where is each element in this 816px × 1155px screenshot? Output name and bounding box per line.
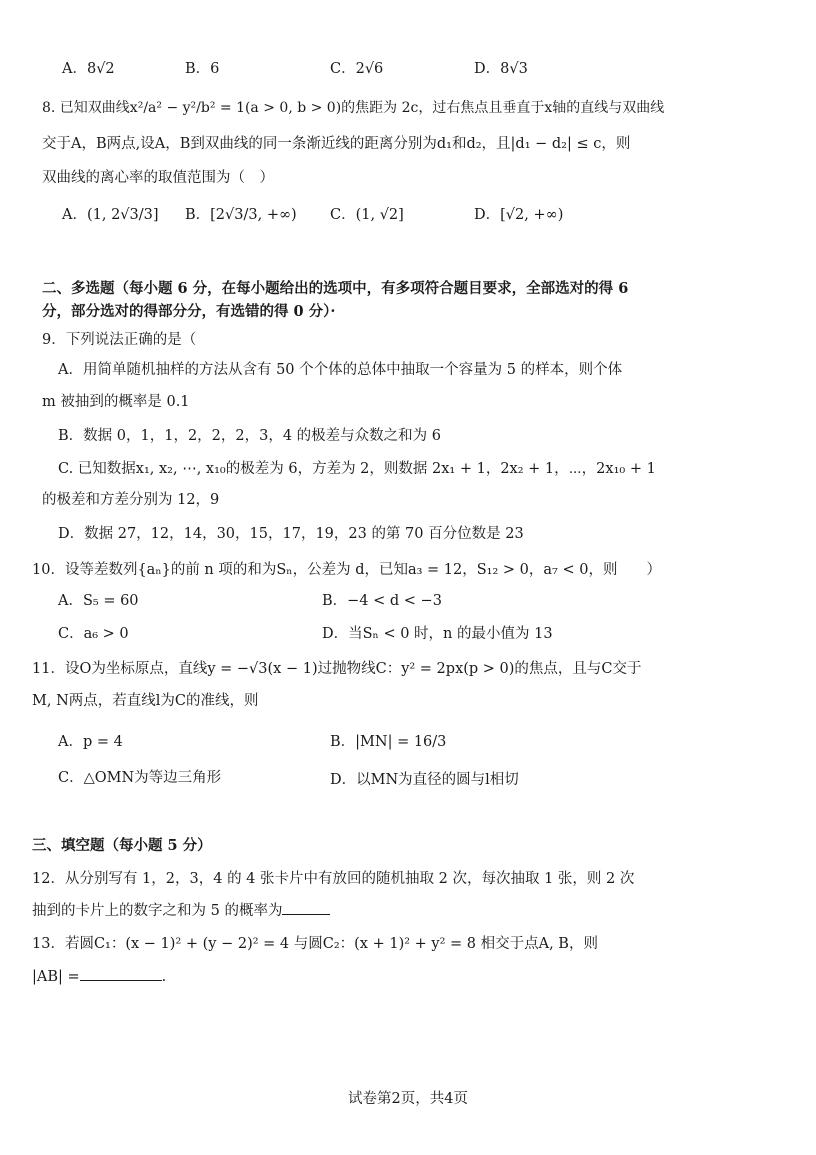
q8-stem-line3: 双曲线的离心率的取值范围为（ ）: [42, 170, 274, 186]
section-2-heading-line2: 分，部分选对的得部分分，有选错的得 0 分）·: [42, 303, 336, 320]
page-footer: 试卷第2页，共4页: [348, 1091, 468, 1107]
q7-option-a: A．8√2: [62, 61, 115, 77]
q13-line2-prefix: |AB| =: [32, 969, 80, 985]
q12-line1: 12．从分别写有 1，2，3，4 的 4 张卡片中有放回的随机抽取 2 次，每次抽取 1 张，则 2 次: [32, 871, 635, 887]
q8-option-b: B．[2√3/3, +∞): [185, 207, 297, 223]
q10-option-a: A．S₅ = 60: [58, 593, 139, 609]
q8-option-a: A．(1, 2√3/3]: [62, 207, 159, 223]
q7-option-c: C．2√6: [330, 61, 384, 77]
q8-stem-line2: 交于A，B两点,设A，B到双曲线的同一条渐近线的距离分别为d₁和d₂，且|d₁ − d₂| ≤ c，则: [42, 136, 631, 152]
q8-option-d: D．[√2, +∞): [474, 207, 564, 223]
q10-option-b: B．−4 < d < −3: [322, 593, 442, 609]
q7-option-d: D．8√3: [474, 61, 528, 77]
q9-stem: 9．下列说法正确的是（: [42, 332, 197, 348]
q12-line2-text: 抽到的卡片上的数字之和为 5 的概率为: [32, 903, 283, 919]
q11-stem-line1: 11．设O为坐标原点，直线y = −√3(x − 1)过抛物线C：y² = 2px(p > 0)的焦点，且与C交于: [32, 661, 642, 677]
q13-answer-blank[interactable]: [80, 966, 162, 981]
q10-option-c: C．a₆ > 0: [58, 626, 129, 642]
q9-option-c-line2: 的极差和方差分别为 12，9: [42, 492, 220, 508]
q13-line2: [32, 966, 166, 987]
q12-line2: [32, 900, 330, 921]
q10-stem: 10．设等差数列{aₙ}的前 n 项的和为Sₙ，公差为 d，已知a₃ = 12，S₁₂ > 0，a₇ < 0，则 ）: [32, 562, 661, 578]
q11-stem-line2: M, N两点，若直线l为C的准线，则: [32, 693, 259, 709]
q9-option-b: B．数据 0，1，1，2，2，2，3，4 的极差与众数之和为 6: [58, 428, 442, 444]
q8-stem-line1: 8. 已知双曲线x²/a² − y²/b² = 1(a > 0, b > 0)的焦距为 2c，过右焦点且垂直于x轴的直线与双曲线: [42, 100, 665, 116]
q9-option-a-line1: A．用简单随机抽样的方法从含有 50 个个体的总体中抽取一个容量为 5 的样本，则个体: [58, 362, 623, 378]
q12-answer-blank[interactable]: [282, 900, 330, 915]
q10-option-d: D．当Sₙ < 0 时，n 的最小值为 13: [322, 626, 553, 642]
q9-option-d: D．数据 27，12，14，30，15，17，19，23 的第 70 百分位数是 23: [58, 526, 524, 542]
q11-option-b: B．|MN| = 16/3: [330, 734, 447, 750]
section-2-heading-line1: 二、多选题（每小题 6 分，在每小题给出的选项中，有多项符合题目要求，全部选对的得 6: [42, 280, 629, 297]
section-3-heading: 三、填空题（每小题 5 分）: [32, 837, 212, 854]
q7-option-b: B．6: [185, 61, 220, 77]
q8-option-c: C．(1, √2]: [330, 207, 404, 223]
q13-line2-suffix: .: [161, 969, 167, 985]
q9-option-a-line2: m 被抽到的概率是 0.1: [42, 394, 190, 410]
q11-option-c: C．△OMN为等边三角形: [58, 770, 222, 786]
q9-option-c-line1: C. 已知数据x₁, x₂, ⋯, x₁₀的极差为 6，方差为 2，则数据 2x₁ + 1，2x₂ + 1，⋯，2x₁₀ + 1: [58, 461, 656, 477]
q11-option-d: D．以MN为直径的圆与l相切: [330, 772, 519, 788]
q11-option-a: A．p = 4: [58, 734, 123, 750]
q13-line1: 13．若圆C₁：(x − 1)² + (y − 2)² = 4 与圆C₂：(x + 1)² + y² = 8 相交于点A, B，则: [32, 936, 598, 952]
